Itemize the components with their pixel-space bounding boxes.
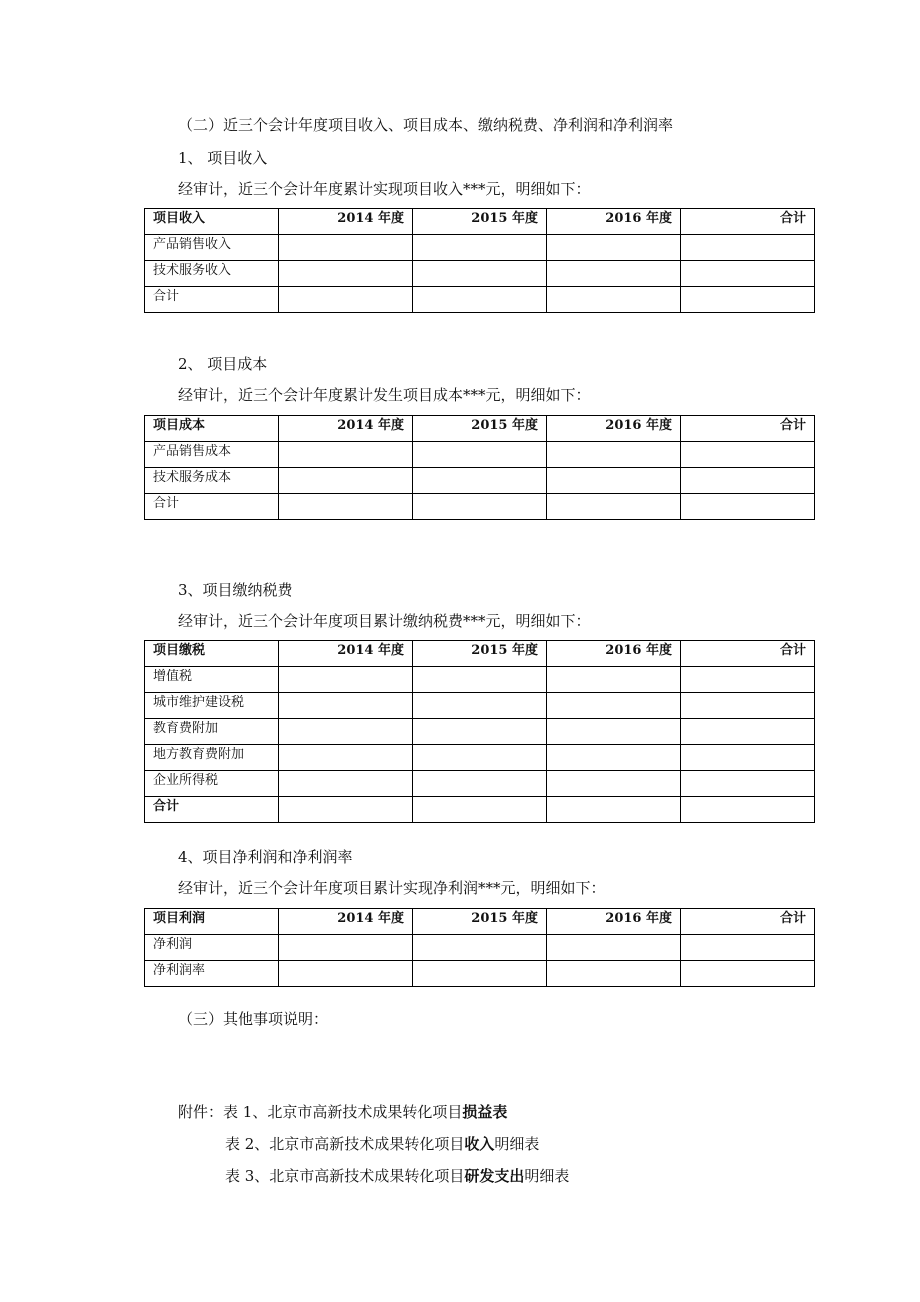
header-cell: 2016 年度 [547,209,681,235]
header-cell: 合计 [681,641,815,667]
tax-table [144,640,815,823]
table-row [145,719,815,745]
header-cell: 项目收入 [145,209,279,235]
row-label: 合计 [145,287,279,313]
row-label: 技术服务成本 [145,468,279,494]
table-row [145,468,815,494]
header-cell: 2014 年度 [279,416,413,442]
header-cell: 2016 年度 [547,641,681,667]
row-label: 净利润 [145,935,279,961]
header-cell: 2015 年度 [413,641,547,667]
header-cell: 2015 年度 [413,909,547,935]
header-cell: 2016 年度 [547,909,681,935]
table-row [145,771,815,797]
cost-table [144,415,815,520]
row-label: 教育费附加 [145,719,279,745]
table-row [145,287,815,313]
attachment-bold: 损益表 [462,1103,508,1121]
table-header-row [145,641,815,667]
profit-table [144,908,815,987]
table-row [145,667,815,693]
attachment-bold: 研发支出 [464,1167,525,1185]
attachment-3 [225,1166,569,1186]
section3-title: （三）其他事项说明： [178,1010,329,1028]
attachment-suffix: 明细表 [524,1167,570,1185]
header-cell: 2014 年度 [279,909,413,935]
attachments-label: 附件： [178,1103,224,1121]
profit-intro: 经审计，近三个会计年度项目累计实现净利润***元，明细如下： [178,879,606,897]
tax-heading: 3、项目缴纳税费 [178,581,293,599]
row-label: 技术服务收入 [145,261,279,287]
header-cell: 合计 [681,209,815,235]
table-row [145,235,815,261]
tax-intro: 经审计，近三个会计年度项目累计缴纳税费***元，明细如下： [178,612,591,630]
header-cell: 2015 年度 [413,209,547,235]
row-label: 城市维护建设税 [145,693,279,719]
table-row [145,261,815,287]
section2-title: （二）近三个会计年度项目收入、项目成本、缴纳税费、净利润和净利润率 [178,116,674,134]
row-label: 企业所得税 [145,771,279,797]
table-row [145,961,815,987]
row-label: 净利润率 [145,961,279,987]
header-cell: 项目利润 [145,909,279,935]
header-cell: 项目成本 [145,416,279,442]
header-cell: 2015 年度 [413,416,547,442]
header-cell: 2014 年度 [279,641,413,667]
row-label: 合计 [145,797,279,823]
attachment-1 [178,1102,507,1122]
attachment-suffix: 明细表 [494,1135,540,1153]
income-intro: 经审计，近三个会计年度累计实现项目收入***元，明细如下： [178,180,591,198]
table-row [145,442,815,468]
income-heading: 1、 项目收入 [178,149,268,167]
table-row [145,797,815,823]
header-cell: 合计 [681,416,815,442]
cost-intro: 经审计，近三个会计年度累计发生项目成本***元，明细如下： [178,386,591,404]
income-table [144,208,815,313]
header-cell: 项目缴税 [145,641,279,667]
profit-heading: 4、项目净利润和净利润率 [178,848,353,866]
table-header-row [145,416,815,442]
header-cell: 2014 年度 [279,209,413,235]
table-row [145,745,815,771]
table-header-row [145,209,815,235]
row-label: 合计 [145,494,279,520]
attachment-bold: 收入 [464,1135,495,1153]
table-row [145,935,815,961]
attachment-2 [225,1134,539,1154]
table-row [145,693,815,719]
row-label: 产品销售成本 [145,442,279,468]
attachment-prefix: 表 1、北京市高新技术成果转化项目 [223,1103,463,1121]
cost-heading: 2、 项目成本 [178,355,268,373]
header-cell: 合计 [681,909,815,935]
row-label: 增值税 [145,667,279,693]
row-label: 产品销售收入 [145,235,279,261]
attachment-prefix: 表 3、北京市高新技术成果转化项目 [225,1167,465,1185]
table-row [145,494,815,520]
header-cell: 2016 年度 [547,416,681,442]
row-label: 地方教育费附加 [145,745,279,771]
attachment-prefix: 表 2、北京市高新技术成果转化项目 [225,1135,465,1153]
table-header-row [145,909,815,935]
